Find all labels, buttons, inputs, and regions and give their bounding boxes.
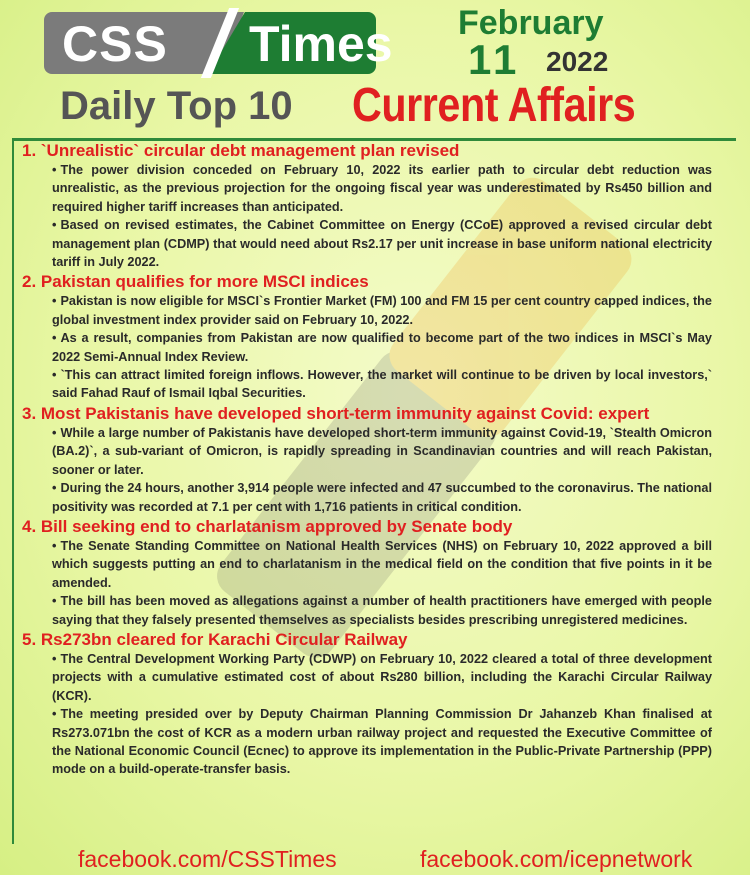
bullet-icon: •: [52, 368, 57, 383]
logo-text-times: Times: [249, 16, 393, 72]
bullet-icon: •: [52, 707, 57, 722]
bullet-icon: •: [52, 218, 57, 233]
news-point: [52, 650, 712, 705]
news-item-2: [22, 271, 712, 402]
bullet-icon: •: [52, 651, 57, 666]
news-point: [52, 329, 712, 366]
news-item-1: [22, 140, 712, 271]
bullet-icon: •: [52, 481, 57, 496]
date-month: February: [458, 4, 604, 42]
css-times-logo: [44, 6, 393, 82]
news-point: [52, 479, 712, 516]
side-divider: [12, 138, 14, 844]
news-point: [52, 216, 712, 271]
news-point: [52, 592, 712, 629]
news-point-text: Pakistan is now eligible for MSCI`s Frontier Market (FM) 100 and FM 15 per cent country capped indices, the global investment index provider said on February 10, 2022.: [52, 294, 712, 327]
bullet-icon: •: [52, 425, 57, 440]
news-point-text: The power division conceded on February 10, 2022 its earlier path to circular debt reduction was unrealistic, as the previous projection for the ongoing fiscal year was underestimated by Rs450 billion and required higher tariff increases than anticipated.: [52, 163, 712, 214]
bullet-icon: •: [52, 594, 57, 609]
news-point-text: The Senate Standing Committee on National Health Services (NHS) on February 10, 2022 approved a bill which suggests putting an end to charlatanism in the medical field on the condition that five points in it be amended.: [52, 538, 712, 590]
news-point-text: During the 24 hours, another 3,914 people were infected and 47 succumbed to the coronavirus. The national positivity was recorded at 7.1 per cent with 1,716 patients in critical condition.: [52, 481, 712, 514]
news-point: [52, 292, 712, 329]
news-point: [52, 424, 712, 479]
news-title: 4. Bill seeking end to charlatanism approved by Senate body: [22, 516, 513, 536]
bullet-icon: •: [52, 331, 57, 346]
news-title: 3. Most Pakistanis have developed short-term immunity against Covid: expert: [22, 403, 650, 423]
news-point-text: The bill has been moved as allegations against a number of health practitioners have emerged with people saying that they falsely presented themselves as specialists besides prescribing unregistered medicines.: [52, 594, 712, 627]
news-point-text: The Central Development Working Party (CDWP) on February 10, 2022 cleared a total of three development projects with a cumulative estimated cost of about Rs280 billion, including the Karachi Circular Railway (KCR).: [52, 651, 712, 703]
date-year: 2022: [546, 46, 609, 77]
daily-top-title: Daily Top 10: [60, 84, 293, 128]
news-point-text: `This can attract limited foreign inflows. However, the market will continue to be driven by local investors,` said Fahad Rauf of Ismail Iqbal Securities.: [52, 368, 712, 401]
news-point-text: The meeting presided over by Deputy Chairman Planning Commission Dr Jahanzeb Khan finalised at Rs273.071bn the cost of KCR as a modern urban railway project and requested the Executive Committee of the National Economic Council (Ecnec) to approve its implementation in the Public-Private Partnership (PPP) mode on a build-operate-transfer basis.: [52, 707, 712, 777]
current-affairs-title: Current Affairs: [352, 79, 636, 132]
facebook-link-csstimes[interactable]: facebook.com/CSSTimes: [78, 846, 337, 872]
news-item-4: [22, 516, 712, 629]
news-point: [52, 705, 712, 779]
date-day: 11: [468, 36, 521, 83]
news-title: 5. Rs273bn cleared for Karachi Circular Railway: [22, 629, 408, 649]
news-title: 2. Pakistan qualifies for more MSCI indices: [22, 272, 369, 292]
news-point: [52, 537, 712, 592]
news-point: [52, 161, 712, 216]
news-title: 1. `Unrealistic` circular debt management plan revised: [22, 141, 460, 160]
news-item-5: [22, 629, 712, 779]
news-list: [22, 140, 712, 779]
news-point: [52, 366, 712, 403]
news-point-text: As a result, companies from Pakistan are now qualified to become part of the two indices in MSCI`s May 2022 Semi-Annual Index Review.: [52, 331, 712, 364]
bullet-icon: •: [52, 163, 57, 177]
bullet-icon: •: [52, 294, 57, 309]
logo-text-css: CSS: [62, 16, 168, 72]
facebook-link-icepnetwork[interactable]: facebook.com/icepnetwork: [420, 846, 693, 872]
footer: [0, 846, 750, 875]
news-point-text: While a large number of Pakistanis have developed short-term immunity against Covid-19, `Stealth Omicron (BA.2)`, a sub-variant of Omicron, is rapidly spreading in Scandinavian countries and will reach Pakistan, sooner or later.: [52, 425, 712, 477]
bullet-icon: •: [52, 538, 57, 553]
news-point-text: Based on revised estimates, the Cabinet Committee on Energy (CCoE) approved a revised circular debt management plan (CDMP) that would need about Rs2.17 per unit increase in base uniform national electricity tariff in July 2022.: [52, 218, 712, 270]
news-item-3: [22, 403, 712, 516]
